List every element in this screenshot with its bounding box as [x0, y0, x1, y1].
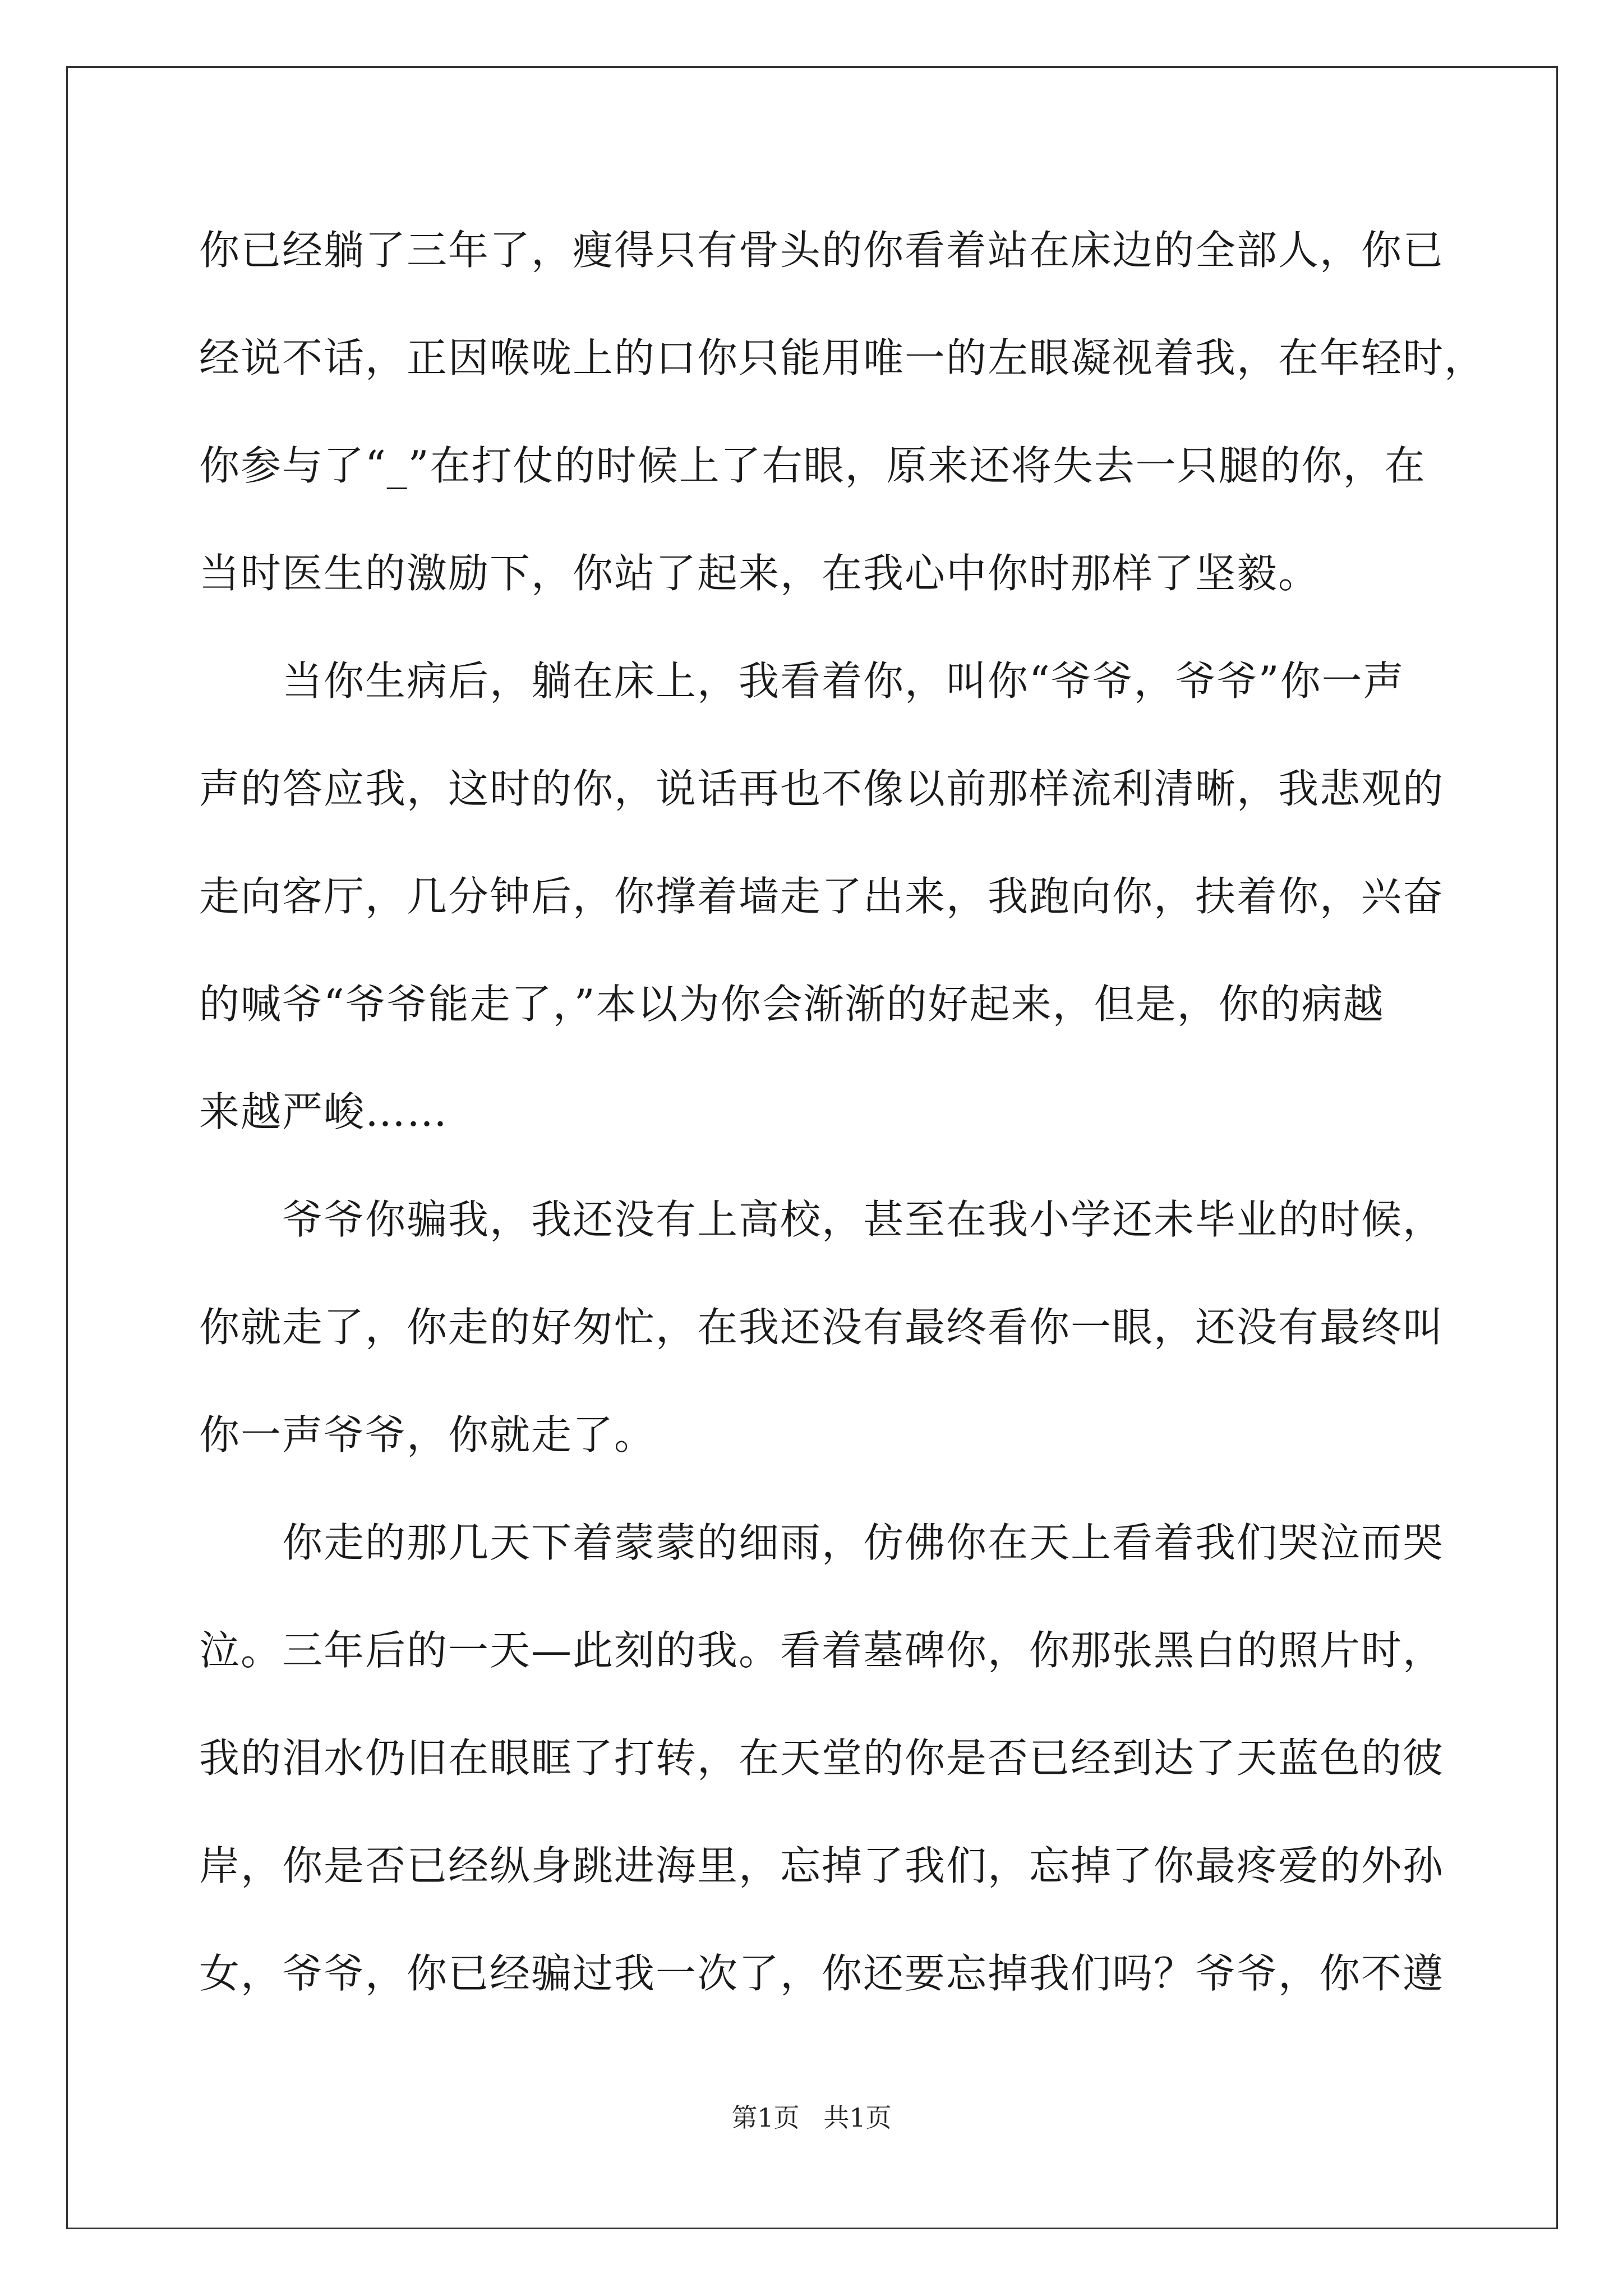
text-line: 女，爷爷，你已经骗过我一次了，你还要忘掉我们吗？爷爷，你不遵 — [199, 1950, 1445, 1997]
text-line: 经说不话，正因喉咙上的口你只能用唯一的左眼凝视着我，在年轻时， — [199, 334, 1486, 381]
text-line: 走向客厅，几分钟后，你撑着墙走了出来，我跑向你，扶着你，兴奋 — [199, 873, 1445, 920]
text-line: 来越严峻…… — [199, 1088, 449, 1135]
text-line: 你走的那几天下着蒙蒙的细雨，仿佛你在天上看着我们哭泣而哭 — [199, 1519, 1445, 1566]
text-line: 当你生病后，躺在床上，我看着你，叫你“爷爷，爷爷”你一声 — [199, 657, 1405, 705]
text-line: 泣。三年后的一天—此刻的我。看着墓碑你，你那张黑白的照片时， — [199, 1627, 1445, 1674]
page-footer — [0, 2101, 1623, 2134]
text-line: 的喊爷“爷爷能走了，”本以为你会渐渐的好起来，但是，你的病越 — [199, 981, 1385, 1028]
text-line: 你就走了，你走的好匆忙，在我还没有最终看你一眼，还没有最终叫 — [199, 1304, 1445, 1351]
page-number: 第1页 — [731, 2102, 800, 2133]
text-line: 我的泪水仍旧在眼眶了打转，在天堂的你是否已经到达了天蓝色的彼 — [199, 1734, 1445, 1782]
text-line: 你已经躺了三年了，瘦得只有骨头的你看着站在床边的全部人，你已 — [199, 227, 1445, 274]
text-line: 声的答应我，这时的你，说话再也不像以前那样流利清晰，我悲观的 — [199, 765, 1445, 812]
text-line: 岸，你是否已经纵身跳进海里，忘掉了我们，忘掉了你最疼爱的外孙 — [199, 1842, 1445, 1889]
text-line: 你一声爷爷，你就走了。 — [199, 1411, 656, 1458]
page-total: 共1页 — [823, 2102, 892, 2133]
text-line: 爷爷你骗我，我还没有上高校，甚至在我小学还未毕业的时候， — [199, 1196, 1445, 1243]
text-line: 当时医生的激励下，你站了起来，在我心中你时那样了坚毅。 — [199, 550, 1320, 597]
text-line: 你参与了“_”在打仗的时候上了右眼，原来还将失去一只腿的你，在 — [199, 442, 1426, 489]
page-border — [66, 66, 1558, 2229]
